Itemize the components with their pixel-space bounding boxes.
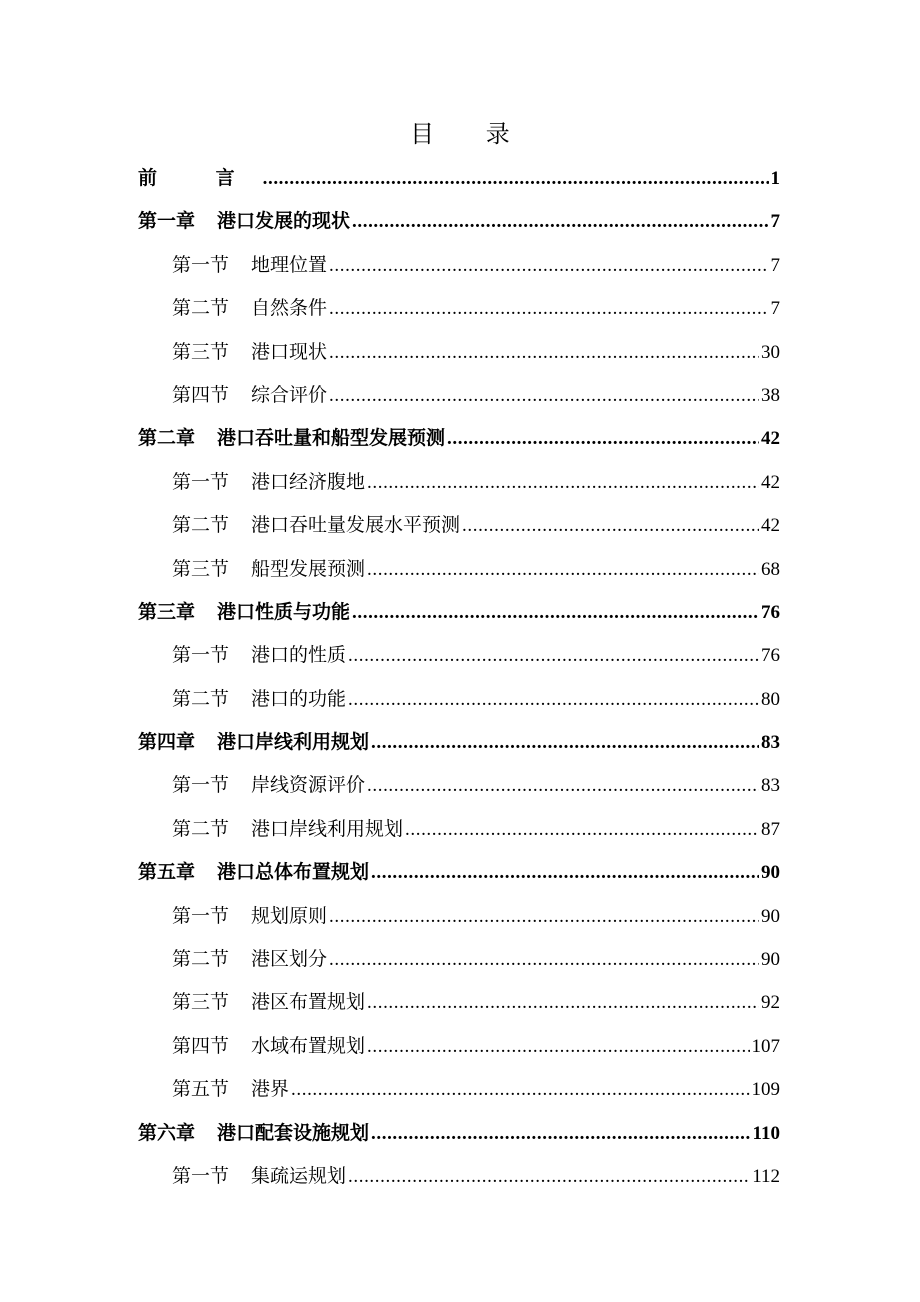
toc-entry-number: 第一节 (172, 774, 230, 797)
dot-leader (371, 851, 759, 894)
toc-entry-title: 综合评价 (251, 383, 328, 406)
toc-entry-chapter-4[interactable] (138, 721, 780, 764)
toc-entry-section-3-2[interactable] (138, 678, 780, 721)
toc-entry-number: 第四章 (138, 731, 196, 754)
toc-page-number: 42 (761, 515, 780, 537)
toc-entry-section-1-1[interactable] (138, 244, 780, 287)
toc-entry-section-5-3[interactable] (138, 981, 780, 1024)
toc-entry-number: 第一节 (172, 644, 230, 667)
toc-entry-number: 第二节 (172, 817, 230, 840)
dot-leader (291, 1068, 749, 1111)
dot-leader (263, 157, 769, 200)
toc-entry-preface[interactable] (138, 157, 780, 200)
toc-entry-number: 第二节 (172, 297, 230, 320)
toc-entry-title: 自然条件 (251, 297, 328, 320)
toc-entry-number: 第三章 (138, 600, 196, 623)
toc-entry-number: 第三节 (172, 340, 230, 363)
toc-entry-title: 港口发展的现状 (217, 210, 351, 233)
toc-entry-section-2-3[interactable] (138, 548, 780, 591)
toc-entry-section-6-1[interactable] (138, 1155, 780, 1198)
toc-entry-title: 规划原则 (251, 904, 328, 927)
toc-page-number: 68 (761, 558, 780, 580)
toc-page-number: 90 (761, 949, 780, 971)
toc-page-number: 107 (751, 1035, 780, 1057)
toc-entry-section-5-5[interactable] (138, 1068, 780, 1111)
dot-leader (329, 331, 759, 374)
toc-page-number: 92 (761, 992, 780, 1014)
dot-leader (371, 1112, 751, 1155)
toc-page-number: 76 (761, 645, 780, 667)
dot-leader (367, 1025, 749, 1068)
toc-entry-section-4-2[interactable] (138, 808, 780, 851)
toc-entry-chapter-1[interactable] (138, 200, 780, 243)
toc-entry-section-5-4[interactable] (138, 1025, 780, 1068)
toc-entry-title: 港口总体布置规划 (217, 861, 370, 884)
toc-entry-title: 地理位置 (251, 253, 328, 276)
dot-leader (367, 461, 759, 504)
toc-page-number: 7 (770, 254, 780, 276)
toc-entry-title: 船型发展预测 (251, 557, 366, 580)
toc-entry-title: 港口现状 (251, 340, 328, 363)
toc-entry-number: 第二节 (172, 687, 230, 710)
toc-entry-number: 第二节 (172, 948, 230, 971)
toc-entry-number: 第四节 (172, 383, 230, 406)
toc-entry-chapter-5[interactable] (138, 851, 780, 894)
dot-leader (367, 548, 759, 591)
dot-leader (462, 504, 759, 547)
toc-entry-chapter-2[interactable] (138, 417, 780, 460)
dot-leader (329, 374, 759, 417)
toc-page-number: 80 (761, 688, 780, 710)
toc-entry-title: 港口岸线利用规划 (251, 817, 404, 840)
toc-title: 目 录 (410, 120, 532, 148)
toc-entry-title: 港界 (251, 1078, 290, 1101)
toc-entry-number: 第五章 (138, 861, 196, 884)
toc-page-number: 90 (761, 905, 780, 927)
toc-entry-section-1-2[interactable] (138, 287, 780, 330)
toc-page-number: 38 (761, 384, 780, 406)
toc-entry-title: 港口性质与功能 (217, 600, 351, 623)
toc-entry-title: 港口岸线利用规划 (217, 731, 370, 754)
toc-page-number: 90 (761, 862, 780, 884)
toc-entry-title: 港口配套设施规划 (217, 1121, 370, 1144)
toc-page-number: 110 (752, 1122, 780, 1144)
toc-entry-chapter-6[interactable] (138, 1112, 780, 1155)
dot-leader (447, 417, 759, 460)
dot-leader (329, 244, 768, 287)
toc-page-number: 7 (770, 211, 780, 233)
toc-entry-number: 第一节 (172, 1164, 230, 1187)
toc-entry-number: 第二章 (138, 427, 196, 450)
toc-entry-number: 第四节 (172, 1034, 230, 1057)
toc-entry-section-5-1[interactable] (138, 895, 780, 938)
dot-leader (329, 895, 759, 938)
toc-entry-section-2-2[interactable] (138, 504, 780, 547)
dot-leader (348, 678, 759, 721)
toc-page-number: 30 (761, 341, 780, 363)
table-of-contents (138, 157, 780, 1198)
toc-page-number: 1 (770, 168, 780, 189)
toc-entry-chapter-3[interactable] (138, 591, 780, 634)
dot-leader (405, 808, 759, 851)
toc-entry-number: 第一节 (172, 470, 230, 493)
toc-entry-number: 第五节 (172, 1078, 230, 1101)
toc-entry-title: 港口的性质 (251, 644, 347, 667)
toc-entry-section-2-1[interactable] (138, 461, 780, 504)
toc-entry-title: 港口吞吐量和船型发展预测 (217, 427, 446, 450)
toc-entry-number: 第一节 (172, 253, 230, 276)
dot-leader (329, 938, 759, 981)
toc-page-number: 76 (761, 601, 780, 623)
toc-page-number: 112 (752, 1165, 780, 1187)
toc-entry-number: 第三节 (172, 991, 230, 1014)
dot-leader (352, 200, 768, 243)
dot-leader (367, 764, 759, 807)
toc-entry-title: 岸线资源评价 (251, 774, 366, 797)
toc-entry-section-5-2[interactable] (138, 938, 780, 981)
toc-entry-section-4-1[interactable] (138, 764, 780, 807)
toc-page-number: 83 (761, 775, 780, 797)
dot-leader (371, 721, 759, 764)
dot-leader (352, 591, 759, 634)
toc-entry-title: 港区划分 (251, 948, 328, 971)
dot-leader (367, 981, 759, 1024)
toc-entry-title: 集疏运规划 (251, 1164, 347, 1187)
toc-entry-number: 第二节 (172, 514, 230, 537)
toc-page-number: 42 (761, 428, 780, 450)
toc-entry-number: 第六章 (138, 1121, 196, 1144)
toc-entry-section-3-1[interactable] (138, 634, 780, 677)
toc-entry-title: 前 言 (138, 167, 261, 189)
dot-leader (348, 634, 759, 677)
dot-leader (348, 1155, 750, 1198)
toc-page-number: 83 (761, 732, 780, 754)
toc-entry-title: 港区布置规划 (251, 991, 366, 1014)
toc-entry-section-1-3[interactable] (138, 331, 780, 374)
toc-entry-title: 港口吞吐量发展水平预测 (251, 514, 461, 537)
toc-entry-title: 港口的功能 (251, 687, 347, 710)
toc-entry-number: 第一章 (138, 210, 196, 233)
dot-leader (329, 287, 768, 330)
toc-entry-number: 第一节 (172, 904, 230, 927)
toc-entry-title: 港口经济腹地 (251, 470, 366, 493)
toc-entry-title: 水域布置规划 (251, 1034, 366, 1057)
toc-entry-number: 第三节 (172, 557, 230, 580)
toc-page-number: 109 (751, 1079, 780, 1101)
toc-page-number: 42 (761, 471, 780, 493)
toc-entry-section-1-4[interactable] (138, 374, 780, 417)
toc-page-number: 87 (761, 818, 780, 840)
toc-page-number: 7 (770, 298, 780, 320)
